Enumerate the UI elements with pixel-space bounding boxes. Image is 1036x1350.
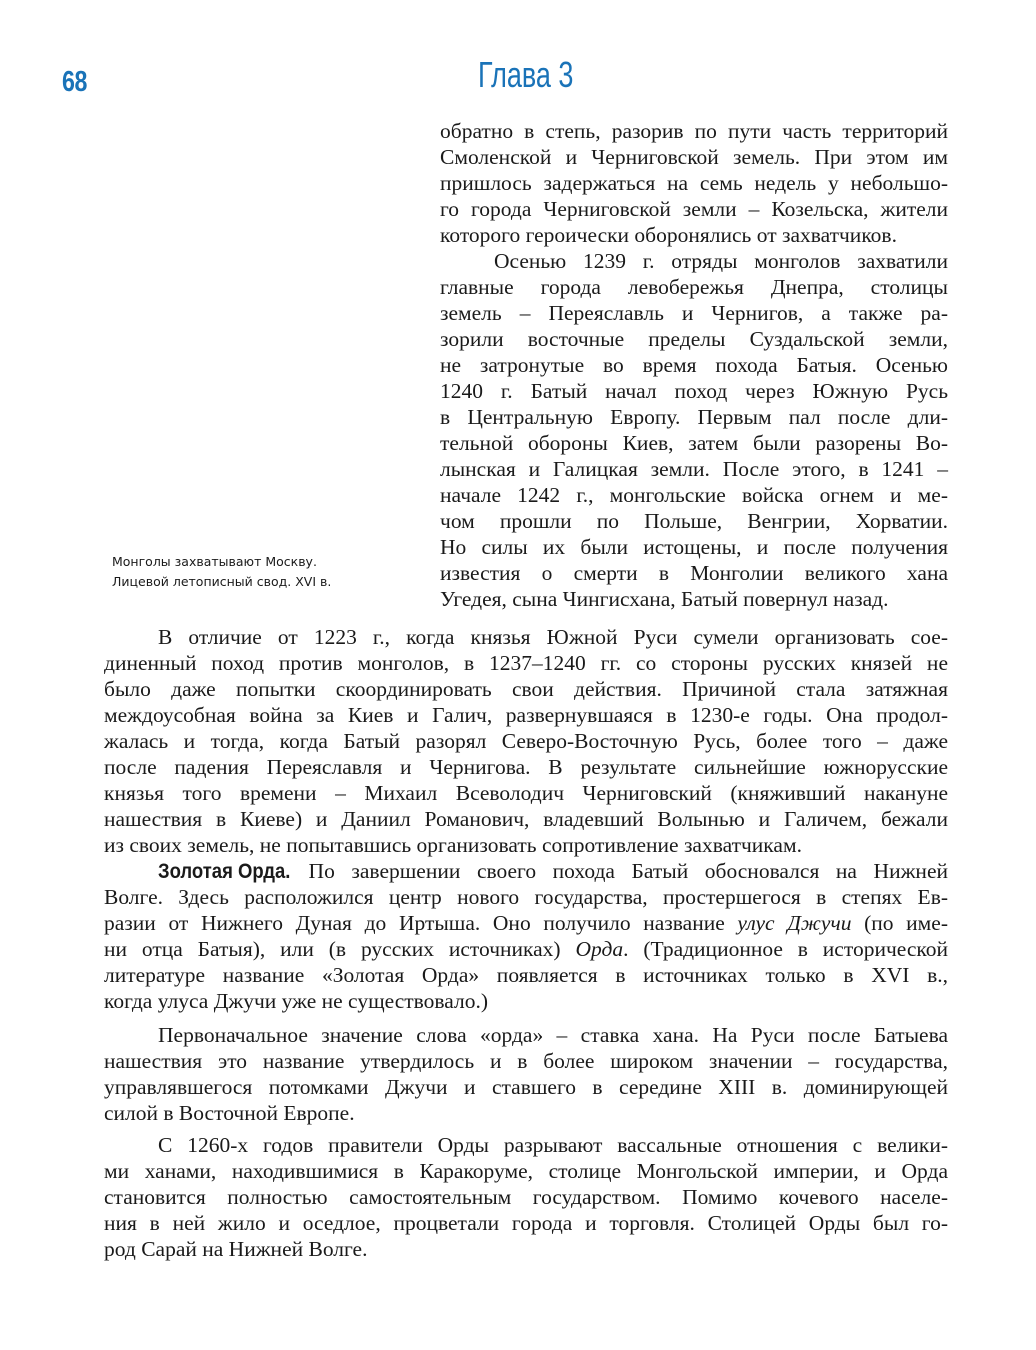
text-line: не затронутые во время похода Батыя. Осенью	[440, 353, 948, 377]
text-line: 1240 г. Батый начал поход через Южную Русь	[440, 379, 948, 403]
image-caption-line-2: Лицевой летописный свод. XVI в.	[112, 574, 332, 589]
text-line: Угедея, сына Чингисхана, Батый повернул назад.	[440, 587, 889, 611]
text-line: род Сарай на Нижней Волге.	[104, 1237, 368, 1261]
text-run: По завершении своего похода Батый обосновался на Нижней	[291, 859, 948, 883]
text-line	[104, 910, 948, 936]
section-heading-golden-horde: Золотая Орда.	[158, 859, 291, 883]
text-line: междоусобная война за Киев и Галич, развернувшаяся в 1230-е годы. Она продол-	[104, 703, 948, 727]
text-line: становится полностью самостоятельным государством. Помимо кочевого населе-	[104, 1185, 948, 1209]
text-line: Но силы их были истощены, и после получения	[440, 535, 948, 559]
italic-term-ulus-jochi: улус Джучи	[737, 911, 852, 935]
text-line: после падения Переяславля и Чернигова. В результате сильнейшие южнорусские	[104, 755, 948, 779]
text-line	[158, 858, 948, 884]
text-line: из своих земель, не попытавшись организовать сопротивление захватчикам.	[104, 833, 802, 857]
image-caption-line-1: Монголы захватывают Москву.	[112, 554, 317, 569]
text-line: литературе название «Золотая Орда» появляется в источниках только в XVI в.,	[104, 963, 948, 987]
text-line: начале 1242 г., монгольские войска огнем и ме-	[440, 483, 948, 507]
text-line: го города Черниговской земли – Козельска, жители	[440, 197, 948, 221]
text-line: в Центральную Европу. Первым пал после дли-	[440, 405, 948, 429]
text-line: главные города левобережья Днепра, столицы	[440, 275, 948, 299]
text-line: обратно в степь, разорив по пути часть территорий	[440, 119, 948, 143]
text-line: Осенью 1239 г. отряды монголов захватили	[494, 249, 948, 273]
chapter-title: Глава 3	[478, 54, 574, 95]
text-line: когда улуса Джучи уже не существовало.)	[104, 989, 489, 1013]
text-line: ния в ней жило и оседлое, процветали города и торговля. Столицей Орды был го-	[104, 1211, 948, 1235]
text-line: управлявшегося потомками Джучи и ставшего в середине XIII в. доминирующей	[104, 1075, 948, 1099]
text-run: разии от Нижнего Дуная до Иртыша. Оно получило название	[104, 911, 738, 935]
text-line: известия о смерти в Монголии великого хана	[440, 561, 948, 585]
text-line: силой в Восточной Европе.	[104, 1101, 355, 1125]
text-line: В отличие от 1223 г., когда князья Южной Руси сумели организовать сое-	[158, 625, 948, 649]
text-line: чом прошли по Польше, Венгрии, Хорватии.	[440, 509, 948, 533]
text-run: . (Традиционное в исторической	[623, 937, 949, 961]
text-line: которого героически оборонялись от захватчиков.	[440, 223, 897, 247]
text-line: тельной обороны Киев, затем были разорены Во-	[440, 431, 948, 455]
text-line: жалась и тогда, когда Батый разорял Северо-Восточную Русь, более того – даже	[104, 729, 948, 753]
text-run: (по име-	[851, 911, 948, 935]
text-line: С 1260-х годов правители Орды разрывают вассальные отношения с велики-	[158, 1133, 948, 1157]
text-line: было даже попытки скоординировать свои действия. Причиной стала затяжная	[104, 677, 948, 701]
text-line: зорили восточные пределы Суздальской земли,	[440, 327, 948, 351]
text-line: ми ханами, находившимися в Каракоруме, столице Монгольской империи, и Орда	[104, 1159, 948, 1183]
text-line: князья того времени – Михаил Всеволодич Черниговский (княживший накануне	[104, 781, 948, 805]
text-line: нашествия в Киеве) и Даниил Романович, владевший Волынью и Галичем, бежали	[104, 807, 948, 831]
text-line: Волге. Здесь расположился центр нового государства, простершегося в степях Ев-	[104, 885, 948, 909]
text-line	[104, 936, 948, 962]
text-line: нашествия это название утвердилось и в более широком значении – государства,	[104, 1049, 948, 1073]
italic-term-orda: Орда	[575, 937, 624, 961]
text-line: диненный поход против монголов, в 1237–1240 гг. со стороны русских князей не	[104, 651, 948, 675]
page-number: 68	[62, 66, 88, 98]
text-line: лынская и Галицкая земли. После этого, в 1241 –	[440, 457, 948, 481]
text-line: Смоленской и Черниговской земель. При этом им	[440, 145, 948, 169]
text-run: ни отца Батыя), или (в русских источниках)	[104, 937, 576, 961]
text-line: пришлось задержаться на семь недель у небольшо-	[440, 171, 948, 195]
text-line: Первоначальное значение слова «орда» – ставка хана. На Руси после Батыева	[158, 1023, 948, 1047]
text-line: земель – Переяславль и Чернигов, а также ра-	[440, 301, 948, 325]
